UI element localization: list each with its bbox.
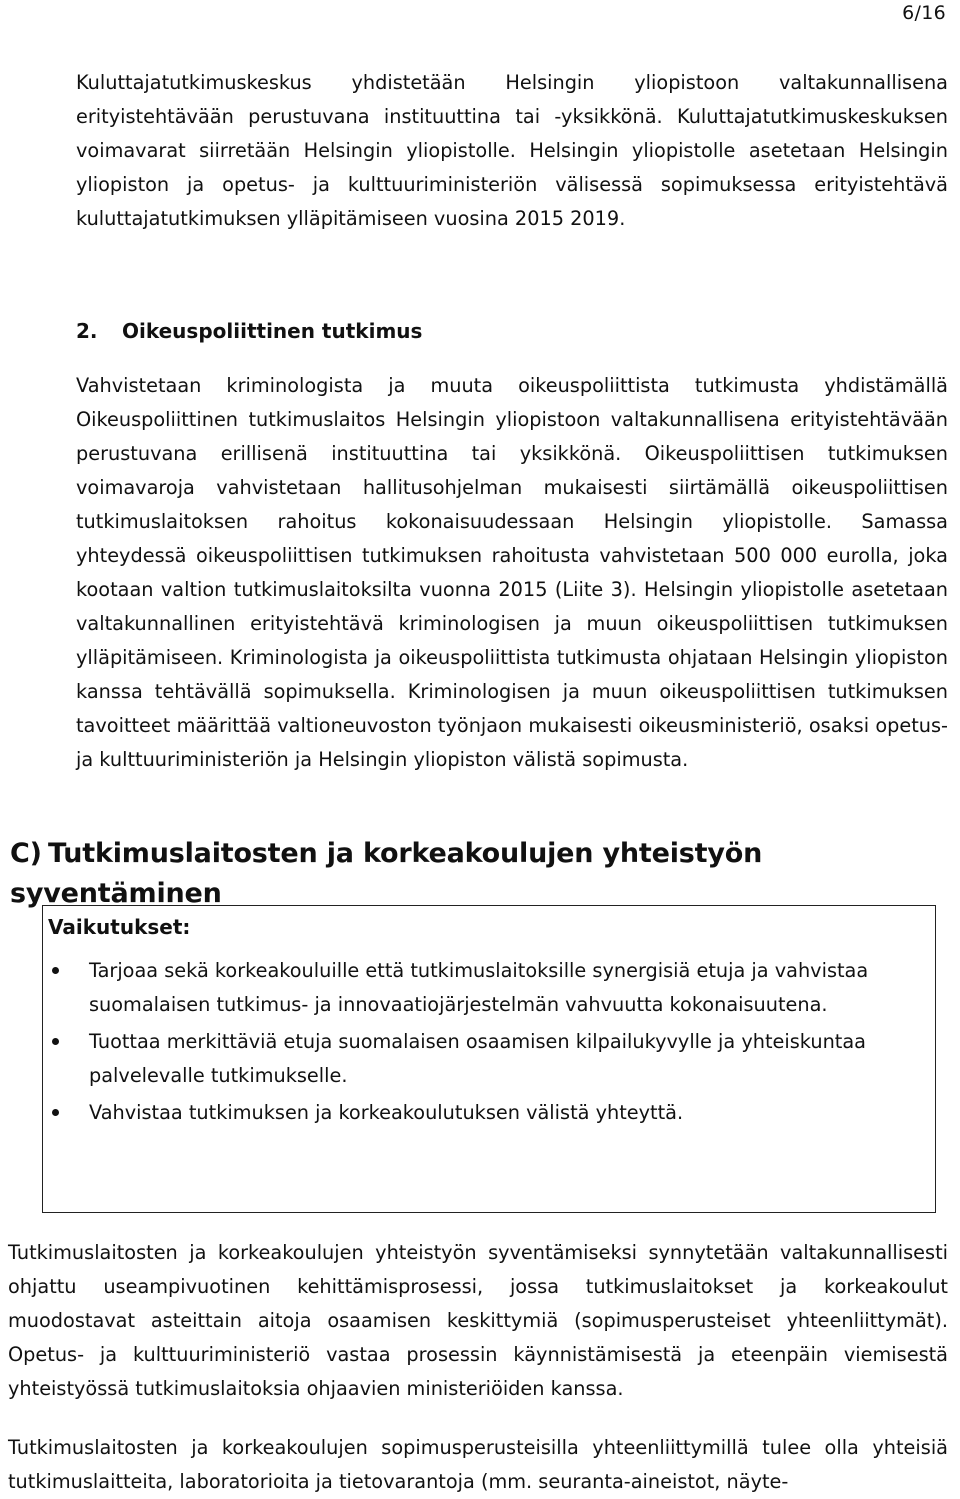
- bullet-icon: [52, 1038, 59, 1045]
- intro-paragraph: Kuluttajatutkimuskeskus yhdistetään Helsingin yliopistoon valtakunnallisena erityistehtävään perustuvana instituuttina tai -yksikkönä. Kuluttajatutkimuskeskuksen voimavarat siirretään Helsingin yliopistolle. Helsingin yliopistolle asetetaan Helsingin yliopiston ja opetus- ja kulttuuriministeriön välisessä sopimuksessa erityistehtävä kuluttajatutkimuksen ylläpitämiseen vuosina 2015 2019.: [76, 71, 948, 230]
- bullet-icon: [52, 1109, 59, 1116]
- list-item: [43, 954, 937, 1022]
- list-item-text: Tuottaa merkittäviä etuja suomalaisen osaamisen kilpailukyvylle ja yhteiskuntaa palvelevalle tutkimukselle.: [89, 1030, 866, 1087]
- section-heading: [76, 314, 422, 348]
- impacts-title: Vaikutukset:: [48, 915, 191, 939]
- body-paragraph-continued: Tutkimuslaitosten ja korkeakoulujen sopimusperusteisilla yhteenliittymillä tulee olla yhteisiä tutkimuslaitteita, laboratorioita ja tietovarantoja (mm. seuranta-aineistot, näyte-: [8, 1436, 948, 1493]
- list-item: [43, 1025, 937, 1093]
- list-item-text: Tarjoaa sekä korkeakouluille että tutkimuslaitoksille synergisiä etuja ja vahvistaa suomalaisen tutkimus- ja innovaatiojärjestelmän vahvuutta kokonaisuutena.: [89, 959, 869, 1016]
- chapter-letter: C): [10, 838, 42, 869]
- section-title: Oikeuspoliittinen tutkimus: [122, 319, 423, 343]
- chapter-heading: [10, 834, 960, 914]
- list-item-text: Vahvistaa tutkimuksen ja korkeakoulutuksen välistä yhteyttä.: [89, 1101, 684, 1124]
- page-number: 6/16: [902, 2, 946, 24]
- bullet-icon: [52, 967, 59, 974]
- section-body-paragraph: Vahvistetaan kriminologista ja muuta oikeuspoliittista tutkimusta yhdistämällä Oikeuspoliittinen tutkimuslaitos Helsingin yliopistoon valtakunnallisena erityistehtävään perustuvana erillisenä instituuttina tai yksikkönä. Oikeuspoliittisen tutkimuksen voimavaroja vahvistetaan hallitusohjelman mukaisesti siirtämällä oikeuspoliittisen tutkimuslaitoksen rahoitus kokonaisuudessaan Helsingin yliopistolle. Samassa yhteydessä oikeuspoliittisen tutkimuksen rahoitusta vahvistetaan 500 000 eurolla, joka kootaan valtion tutkimuslaitoksilta vuonna 2015 (Liite 3). Helsingin yliopistolle asetetaan valtakunnallinen erityistehtävä kriminologisen ja muun oikeuspoliittisen tutkimuksen ylläpitämiseen. Kriminologista ja oikeuspoliittista tutkimusta ohjataan Helsingin yliopiston kanssa tehtävällä sopimuksella. Kriminologisen ja muun oikeuspoliittisen tutkimuksen tavoitteet määrittää valtioneuvoston työnjaon mukaisesti oikeusministeriö, osaksi opetus- ja kulttuuriministeriön ja Helsingin yliopiston välistä sopimusta.: [76, 374, 948, 771]
- impacts-list: [43, 954, 937, 1133]
- section-number: 2.: [76, 319, 98, 343]
- list-item: [43, 1096, 937, 1130]
- impacts-box: [42, 905, 936, 1213]
- body-paragraph: Tutkimuslaitosten ja korkeakoulujen yhteistyön syventämiseksi synnytetään valtakunnallisesti ohjattu useampivuotinen kehittämisprosessi, jossa tutkimuslaitokset ja korkeakoulut muodostavat asteittain aitoja osaamisen keskittymiä (sopimusperusteiset yhteenliittymät). Opetus- ja kulttuuriministeriö vastaa prosessin käynnistämisestä ja eteenpäin viemisestä yhteistyössä tutkimuslaitoksia ohjaavien ministeriöiden kanssa.: [8, 1241, 948, 1400]
- chapter-title: Tutkimuslaitosten ja korkeakoulujen yhteistyön syventäminen: [10, 838, 763, 909]
